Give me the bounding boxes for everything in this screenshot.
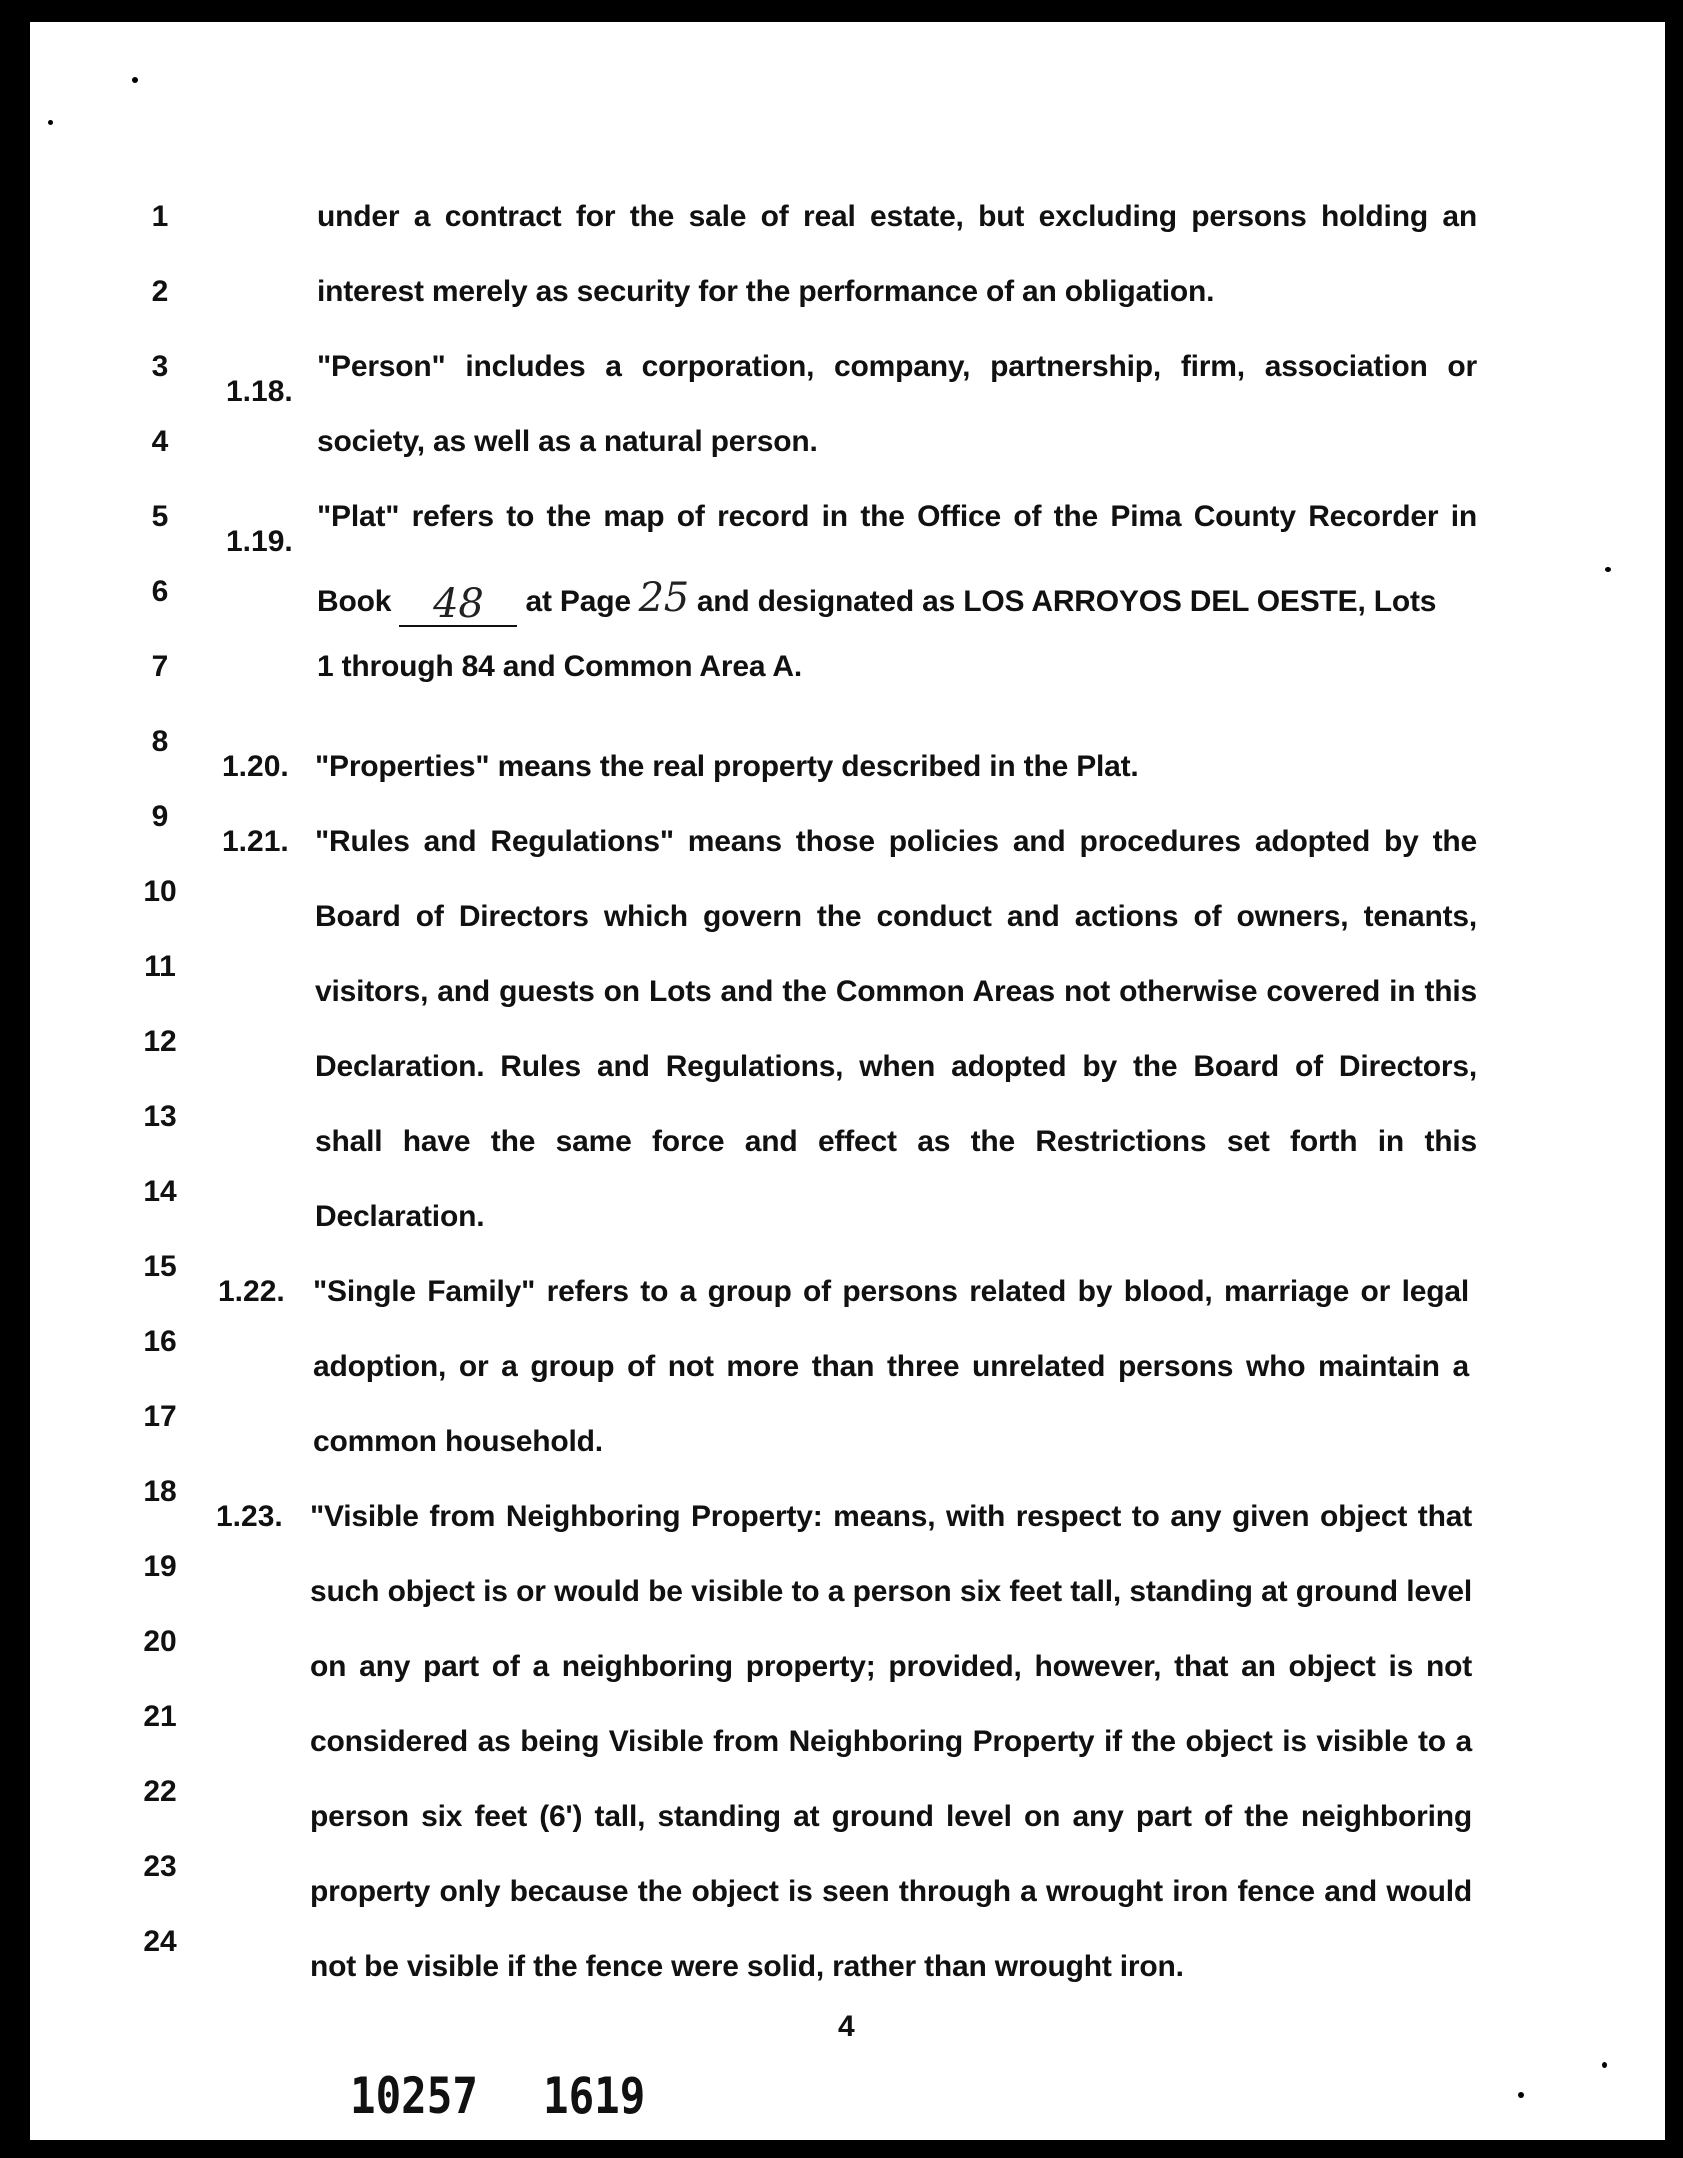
text-line: common household. xyxy=(313,1425,603,1458)
text-line: on any part of a neighboring property; provided, however, that an object is not xyxy=(310,1650,1472,1683)
text-line: considered as being Visible from Neighboring Property if the object is visible to a xyxy=(310,1725,1472,1758)
line-number: 4 xyxy=(151,425,169,458)
line-number: 16 xyxy=(143,1325,177,1358)
text-line: not be visible if the fence were solid, rather than wrought iron. xyxy=(310,1950,1184,1983)
text-line: 1 through 84 and Common Area A. xyxy=(317,650,802,683)
text-line: property only because the object is seen through a wrought iron fence and would xyxy=(310,1875,1472,1908)
text-line: person six feet (6') tall, standing at ground level on any part of the neighboring xyxy=(310,1800,1472,1833)
section-number-1-21: 1.21. xyxy=(222,825,289,858)
scan-speck xyxy=(1605,567,1611,572)
text-line: shall have the same force and effect as the Restrictions set forth in this xyxy=(315,1125,1477,1158)
handwritten-book-number: 48 xyxy=(433,581,484,627)
line-number: 9 xyxy=(151,800,169,833)
line-number: 14 xyxy=(143,1175,177,1208)
book-number-blank xyxy=(399,581,517,627)
designation-text: and designated as LOS ARROYOS DEL OESTE, Lots xyxy=(696,585,1437,618)
line-number: 24 xyxy=(143,1925,177,1958)
line-number: 13 xyxy=(143,1100,177,1133)
line-number: 3 xyxy=(151,350,169,383)
text-line: under a contract for the sale of real estate, but excluding persons holding an xyxy=(317,200,1477,233)
text-line: visitors, and guests on Lots and the Common Areas not otherwise covered in this xyxy=(315,975,1477,1008)
text-line: Declaration. Rules and Regulations, when adopted by the Board of Directors, xyxy=(315,1050,1477,1083)
record-page-number: 1619 xyxy=(543,2067,646,2125)
record-book-number: 10257 xyxy=(350,2067,478,2125)
line-number: 18 xyxy=(143,1475,177,1508)
page-number: 4 xyxy=(838,2010,855,2043)
text-line: "Single Family" refers to a group of persons related by blood, marriage or legal xyxy=(313,1275,1469,1308)
line-number: 10 xyxy=(143,875,177,908)
scan-speck xyxy=(1518,2092,1524,2098)
section-number-1-19: 1.19. xyxy=(226,525,293,558)
line-number: 2 xyxy=(151,275,169,308)
text-line: adoption, or a group of not more than three unrelated persons who maintain a xyxy=(313,1350,1469,1383)
line-number: 17 xyxy=(143,1400,177,1433)
line-number: 22 xyxy=(143,1775,177,1808)
scan-speck xyxy=(48,120,53,125)
line-number: 15 xyxy=(143,1250,177,1283)
document-page xyxy=(30,22,1665,2140)
line-number: 6 xyxy=(151,575,169,608)
line-number: 23 xyxy=(143,1850,177,1883)
section-number-1-20: 1.20. xyxy=(222,750,289,783)
text-line: interest merely as security for the performance of an obligation. xyxy=(317,275,1215,308)
text-line: "Person" includes a corporation, company, partnership, firm, association or xyxy=(317,350,1477,383)
line-number: 21 xyxy=(143,1700,177,1733)
text-line: society, as well as a natural person. xyxy=(317,425,818,458)
line-number: 1 xyxy=(151,200,169,233)
line-number: 20 xyxy=(143,1625,177,1658)
line-number: 11 xyxy=(144,950,176,983)
text-line: "Plat" refers to the map of record in the Office of the Pima County Recorder in xyxy=(317,500,1477,533)
line-number: 5 xyxy=(151,500,169,533)
plat-reference-line xyxy=(317,575,1477,627)
text-line: "Properties" means the real property described in the Plat. xyxy=(315,750,1139,783)
line-number: 12 xyxy=(143,1025,177,1058)
text-line: such object is or would be visible to a person six feet tall, standing at ground level xyxy=(310,1575,1472,1608)
text-line: "Rules and Regulations" means those policies and procedures adopted by the xyxy=(315,825,1477,858)
text-line: Board of Directors which govern the conduct and actions of owners, tenants, xyxy=(315,900,1477,933)
handwritten-page-number: 25 xyxy=(638,575,690,621)
scan-speck xyxy=(132,77,138,83)
at-page-label: at Page xyxy=(525,585,631,618)
line-number: 19 xyxy=(143,1550,177,1583)
book-label: Book xyxy=(317,585,392,618)
section-number-1-23: 1.23. xyxy=(216,1500,283,1533)
section-number-1-18: 1.18. xyxy=(226,375,293,408)
text-line: "Visible from Neighboring Property: means, with respect to any given object that xyxy=(310,1500,1472,1533)
line-number: 8 xyxy=(151,725,169,758)
scan-speck xyxy=(1602,2062,1607,2068)
line-number: 7 xyxy=(151,650,169,683)
text-line: Declaration. xyxy=(315,1200,485,1233)
section-number-1-22: 1.22. xyxy=(218,1275,285,1308)
